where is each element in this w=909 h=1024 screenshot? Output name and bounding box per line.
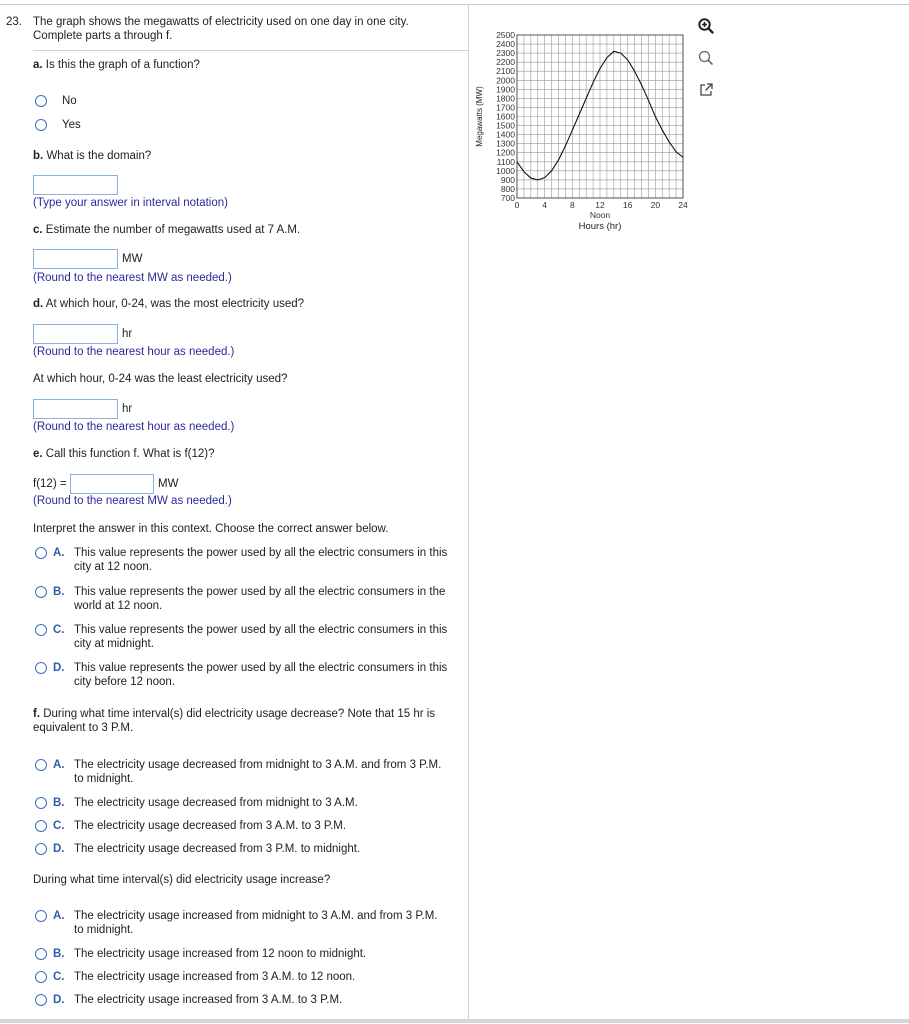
- megawatts-7am-input[interactable]: [33, 249, 118, 269]
- option-yes-label: Yes: [62, 119, 81, 131]
- radio-e-d[interactable]: [35, 662, 47, 674]
- least-electricity-hour-input[interactable]: [33, 399, 118, 419]
- y-tick-label: 800: [500, 183, 515, 194]
- radio-f-a[interactable]: [35, 759, 47, 771]
- part-d-unit: hr: [122, 328, 133, 340]
- choice-e-d: This value represents the power used by all the electric consumers in this city before 12 noon.: [74, 662, 448, 688]
- part-e-question: e. Call this function f. What is f(12)?: [33, 448, 215, 460]
- y-tick-label: 1900: [496, 84, 515, 95]
- radio-f2-c[interactable]: [35, 971, 47, 983]
- radio-f-c[interactable]: [35, 820, 47, 832]
- y-tick-label: 2000: [496, 75, 515, 86]
- y-tick-label: 1700: [496, 102, 515, 113]
- part-a-question: a. Is this the graph of a function?: [33, 59, 200, 71]
- part-f-question: f. During what time interval(s) did electricity usage decrease? Note that 15 hr is equivalent to 3 P.M.: [33, 708, 436, 734]
- choice-e-a: This value represents the power used by all the electric consumers in this city at 12 noon.: [74, 547, 448, 573]
- choice-f-b: The electricity usage decreased from midnight to 3 A.M.: [74, 797, 358, 809]
- letter-f-a: A.: [53, 759, 65, 771]
- radio-f2-b[interactable]: [35, 948, 47, 960]
- domain-input[interactable]: [33, 175, 118, 195]
- part-d-question2: At which hour, 0-24 was the least electricity used?: [33, 373, 288, 385]
- y-tick-label: 1100: [496, 156, 515, 167]
- part-b-question: b. What is the domain?: [33, 150, 152, 162]
- radio-f2-a[interactable]: [35, 910, 47, 922]
- most-electricity-hour-input[interactable]: [33, 324, 118, 344]
- part-f-question2: During what time interval(s) did electricity usage increase?: [33, 874, 331, 886]
- part-e-interpret: Interpret the answer in this context. Choose the correct answer below.: [33, 523, 389, 535]
- question-stem: The graph shows the megawatts of electricity used on one day in one city. Complete parts a through f.: [33, 16, 409, 42]
- header-separator: [33, 50, 468, 51]
- part-d-hint2: (Round to the nearest hour as needed.): [33, 421, 235, 433]
- x-tick-label: 12: [595, 200, 605, 210]
- y-tick-label: 2100: [496, 66, 515, 77]
- y-tick-label: 2300: [496, 48, 515, 59]
- y-tick-label: 1200: [496, 147, 515, 158]
- y-tick-label: 1300: [496, 138, 515, 149]
- radio-f-d[interactable]: [35, 843, 47, 855]
- part-e-unit: MW: [158, 478, 179, 490]
- choice-f-a: The electricity usage decreased from midnight to 3 A.M. and from 3 P.M. to midnight.: [74, 759, 442, 785]
- zoom-in-icon[interactable]: [697, 17, 715, 35]
- choice-e-c: This value represents the power used by all the electric consumers in this city at midnight.: [74, 624, 448, 650]
- part-c-hint: (Round to the nearest MW as needed.): [33, 272, 232, 284]
- choice-f-d: The electricity usage decreased from 3 P.M. to midnight.: [74, 843, 361, 855]
- letter-f2-b: B.: [53, 948, 65, 960]
- x-tick-label: 20: [650, 200, 661, 210]
- letter-f2-d: D.: [53, 994, 65, 1006]
- part-c-question: c. Estimate the number of megawatts used at 7 A.M.: [33, 224, 301, 236]
- option-no-label: No: [62, 95, 77, 107]
- y-tick-label: 900: [500, 174, 515, 185]
- choice-f2-c: The electricity usage increased from 3 A.M. to 12 noon.: [74, 971, 356, 983]
- x-tick-label: 4: [542, 200, 548, 210]
- pop-out-icon[interactable]: [697, 81, 715, 99]
- part-c-unit: MW: [122, 253, 143, 265]
- choice-f2-a: The electricity usage increased from midnight to 3 A.M. and from 3 P.M. to midnight.: [74, 910, 438, 936]
- radio-e-a[interactable]: [35, 547, 47, 559]
- y-tick-label: 700: [500, 193, 515, 203]
- y-tick-label: 2200: [496, 57, 515, 68]
- pane-divider: [468, 4, 469, 1020]
- letter-f-d: D.: [53, 843, 65, 855]
- zoom-out-icon[interactable]: [697, 49, 715, 67]
- radio-e-b[interactable]: [35, 586, 47, 598]
- letter-e-c: C.: [53, 624, 65, 636]
- x-axis-label: Hours (hr): [578, 221, 622, 232]
- f12-prefix: f(12) =: [33, 478, 67, 490]
- part-b-hint: (Type your answer in interval notation): [33, 197, 228, 209]
- letter-e-d: D.: [53, 662, 65, 674]
- top-border: [0, 4, 909, 5]
- f12-input[interactable]: [70, 474, 154, 494]
- radio-f-b[interactable]: [35, 797, 47, 809]
- electricity-usage-graph: [472, 20, 697, 235]
- part-d-hint: (Round to the nearest hour as needed.): [33, 346, 235, 358]
- letter-f-b: B.: [53, 797, 65, 809]
- x-tick-label: 24: [678, 200, 688, 210]
- choice-e-b: This value represents the power used by all the electric consumers in the world at 12 noon.: [74, 586, 446, 612]
- y-tick-label: 1400: [496, 129, 515, 140]
- y-tick-label: 2500: [496, 30, 515, 40]
- letter-e-a: A.: [53, 547, 65, 559]
- radio-e-c[interactable]: [35, 624, 47, 636]
- part-d-unit2: hr: [122, 403, 133, 415]
- letter-f-c: C.: [53, 820, 65, 832]
- y-tick-label: 1800: [496, 93, 515, 104]
- choice-f2-d: The electricity usage increased from 3 A.M. to 3 P.M.: [74, 994, 343, 1006]
- x-tick-label: 8: [569, 200, 575, 210]
- y-tick-label: 1000: [496, 165, 515, 176]
- part-e-hint: (Round to the nearest MW as needed.): [33, 495, 232, 507]
- y-tick-label: 2400: [496, 39, 515, 50]
- x-note-label: Noon: [589, 210, 611, 220]
- question-number: 23.: [6, 16, 22, 28]
- letter-f2-c: C.: [53, 971, 65, 983]
- y-axis-label: Megawatts (MW): [475, 86, 484, 147]
- radio-no[interactable]: [35, 95, 47, 107]
- x-tick-label: 0: [514, 200, 520, 210]
- y-tick-label: 1500: [496, 120, 515, 131]
- choice-f-c: The electricity usage decreased from 3 A.M. to 3 P.M.: [74, 820, 347, 832]
- choice-f2-b: The electricity usage increased from 12 noon to midnight.: [74, 948, 367, 960]
- part-d-question: d. At which hour, 0-24, was the most electricity used?: [33, 298, 305, 310]
- letter-f2-a: A.: [53, 910, 65, 922]
- bottom-border: [0, 1019, 909, 1023]
- x-tick-label: 16: [622, 200, 633, 210]
- letter-e-b: B.: [53, 586, 65, 598]
- y-tick-label: 1600: [496, 111, 515, 122]
- radio-f2-d[interactable]: [35, 994, 47, 1006]
- radio-yes[interactable]: [35, 119, 47, 131]
